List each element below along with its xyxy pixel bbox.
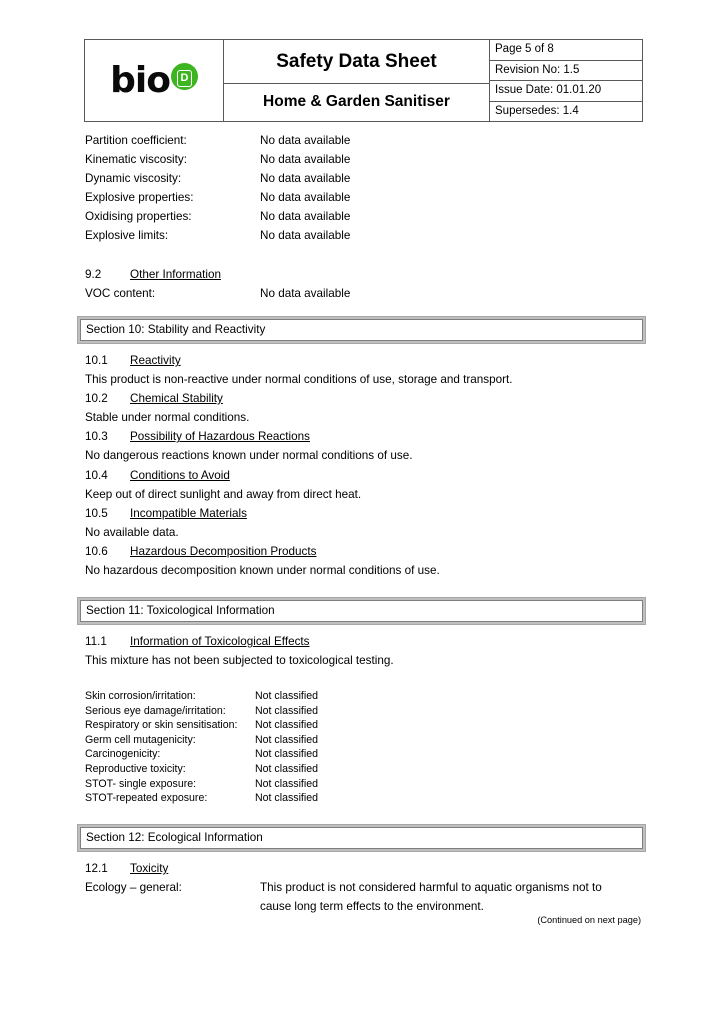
- property-label: Oxidising properties:: [85, 210, 192, 224]
- subsection-number: 9.2: [85, 267, 102, 281]
- subsection-title: Chemical Stability: [130, 392, 223, 406]
- subsection-heading-10-1: [85, 351, 645, 370]
- subsection-body: This product is non-reactive under normal conditions of use, storage and transport.: [85, 373, 513, 387]
- property-value: No data available: [260, 286, 351, 300]
- tox-value: Not classified: [255, 733, 318, 746]
- title-main-cell: [224, 40, 490, 84]
- meta-supersedes: Supersedes: 1.4: [495, 104, 579, 117]
- property-label: VOC content:: [85, 286, 156, 300]
- subsection-heading-10-6: [85, 542, 645, 561]
- biod-logo: [110, 59, 198, 101]
- section-header-12: [80, 827, 643, 849]
- subsection-heading-10-5: [85, 504, 645, 523]
- section-10-content: [85, 351, 645, 580]
- property-label: Partition coefficient:: [85, 134, 187, 147]
- property-value: No data available: [260, 134, 351, 147]
- subsection-number: 10.1: [85, 354, 108, 367]
- section-header-10-label: Section 10: Stability and Reactivity: [86, 323, 266, 336]
- subsection-title: Other Information: [130, 267, 221, 281]
- product-name: Home & Garden Sanitiser: [263, 92, 450, 110]
- property-row: [85, 284, 645, 303]
- property-row: [85, 226, 645, 245]
- logo-d-badge-icon: [171, 63, 198, 90]
- ecology-row: [85, 878, 645, 916]
- blank-line: [85, 246, 645, 265]
- tox-label: Respiratory or skin sensitisation:: [85, 719, 238, 732]
- subsection-body: No available data.: [85, 525, 179, 539]
- tox-value: Not classified: [255, 777, 318, 790]
- tox-label: Serious eye damage/irritation:: [85, 704, 226, 717]
- tox-value: Not classified: [255, 690, 318, 702]
- section-header-11: [80, 600, 643, 622]
- subsection-body: No dangerous reactions known under normal conditions of use.: [85, 449, 413, 463]
- property-label: Kinematic viscosity:: [85, 153, 187, 167]
- subsection-body: Stable under normal conditions.: [85, 411, 250, 425]
- logo-wordmark: bio: [110, 59, 170, 101]
- subsection-title: Hazardous Decomposition Products: [130, 544, 317, 558]
- table-row: [85, 747, 318, 762]
- table-row: [85, 777, 318, 792]
- subsection-title: Incompatible Materials: [130, 506, 247, 520]
- logo-cell: [85, 40, 224, 122]
- tox-label: STOT-repeated exposure:: [85, 792, 208, 805]
- property-value: No data available: [260, 191, 351, 205]
- subsection-title: Possibility of Hazardous Reactions: [130, 430, 310, 444]
- continued-footer: (Continued on next page): [537, 915, 641, 925]
- tox-label: Carcinogenicity:: [85, 748, 161, 761]
- property-value: No data available: [260, 153, 351, 167]
- section-header-12-label: Section 12: Ecological Information: [86, 831, 263, 844]
- subsection-heading-10-4: [85, 466, 645, 485]
- section-11-content: [85, 632, 645, 670]
- subsection-number: 10.6: [85, 544, 108, 558]
- subsection-title: Toxicity: [130, 862, 169, 875]
- tox-value: Not classified: [255, 762, 318, 775]
- logo-badge-letter: D: [177, 70, 192, 87]
- table-row: [85, 689, 318, 704]
- property-value: No data available: [260, 210, 351, 224]
- tox-value: Not classified: [255, 704, 318, 717]
- table-row: [85, 718, 318, 733]
- document-header-table: [84, 39, 643, 122]
- subsection-number: 10.3: [85, 430, 108, 444]
- property-row: [85, 207, 645, 226]
- tox-value: Not classified: [255, 719, 318, 732]
- property-row: [85, 131, 645, 150]
- subsection-heading-9-2: [85, 265, 645, 284]
- tox-label: Reproductive toxicity:: [85, 762, 186, 775]
- subsection-number: 10.5: [85, 506, 108, 520]
- subsection-heading-10-2: [85, 389, 645, 408]
- table-row: [85, 733, 318, 748]
- meta-page-number: Page 5 of 8: [490, 40, 642, 61]
- subsection-heading-12-1: [85, 859, 645, 878]
- subsection-body: This mixture has not been subjected to toxicological testing.: [85, 654, 394, 668]
- document-title: Safety Data Sheet: [276, 50, 437, 72]
- title-sub-cell: [224, 83, 490, 121]
- subsection-number: 10.4: [85, 468, 108, 482]
- property-row: [85, 169, 645, 188]
- meta-revision-no: Revision No: 1.5: [490, 61, 642, 82]
- property-row: [85, 188, 645, 207]
- ecology-label: Ecology – general:: [85, 881, 182, 895]
- subsection-number: 10.2: [85, 392, 108, 406]
- subsection-title: Information of Toxicological Effects: [130, 635, 310, 648]
- header-meta-cell: [490, 40, 643, 122]
- ecology-value: This product is not considered harmful to aquatic organisms not to cause long term effects to the environment.: [260, 881, 602, 914]
- property-row: [85, 150, 645, 169]
- section-header-11-label: Section 11: Toxicological Information: [86, 604, 275, 617]
- table-row: [85, 762, 318, 777]
- section-header-10: [80, 319, 643, 341]
- section-12-content: [85, 859, 645, 916]
- property-label: Explosive properties:: [85, 191, 194, 205]
- subsection-body: Keep out of direct sunlight and away from direct heat.: [85, 487, 362, 501]
- table-row: [85, 704, 318, 719]
- toxicology-table: [85, 689, 318, 806]
- subsection-body: No hazardous decomposition known under normal conditions of use.: [85, 564, 440, 578]
- tox-label: STOT- single exposure:: [85, 777, 197, 790]
- property-label: Explosive limits:: [85, 229, 169, 243]
- tox-label: Germ cell mutagenicity:: [85, 733, 196, 746]
- tox-value: Not classified: [255, 792, 318, 805]
- subsection-number: 11.1: [85, 635, 107, 648]
- tox-label: Skin corrosion/irritation:: [85, 690, 196, 702]
- subsection-number: 12.1: [85, 862, 108, 875]
- subsection-title: Reactivity: [130, 354, 181, 367]
- table-row: [85, 791, 318, 806]
- property-value: No data available: [260, 172, 351, 186]
- subsection-heading-11-1: [85, 632, 645, 651]
- subsection-title: Conditions to Avoid: [130, 468, 230, 482]
- property-value: No data available: [260, 229, 351, 243]
- properties-block: [85, 131, 645, 303]
- tox-value: Not classified: [255, 748, 318, 761]
- meta-issue-date: Issue Date: 01.01.20: [490, 81, 642, 102]
- subsection-heading-10-3: [85, 427, 645, 446]
- property-label: Dynamic viscosity:: [85, 172, 182, 186]
